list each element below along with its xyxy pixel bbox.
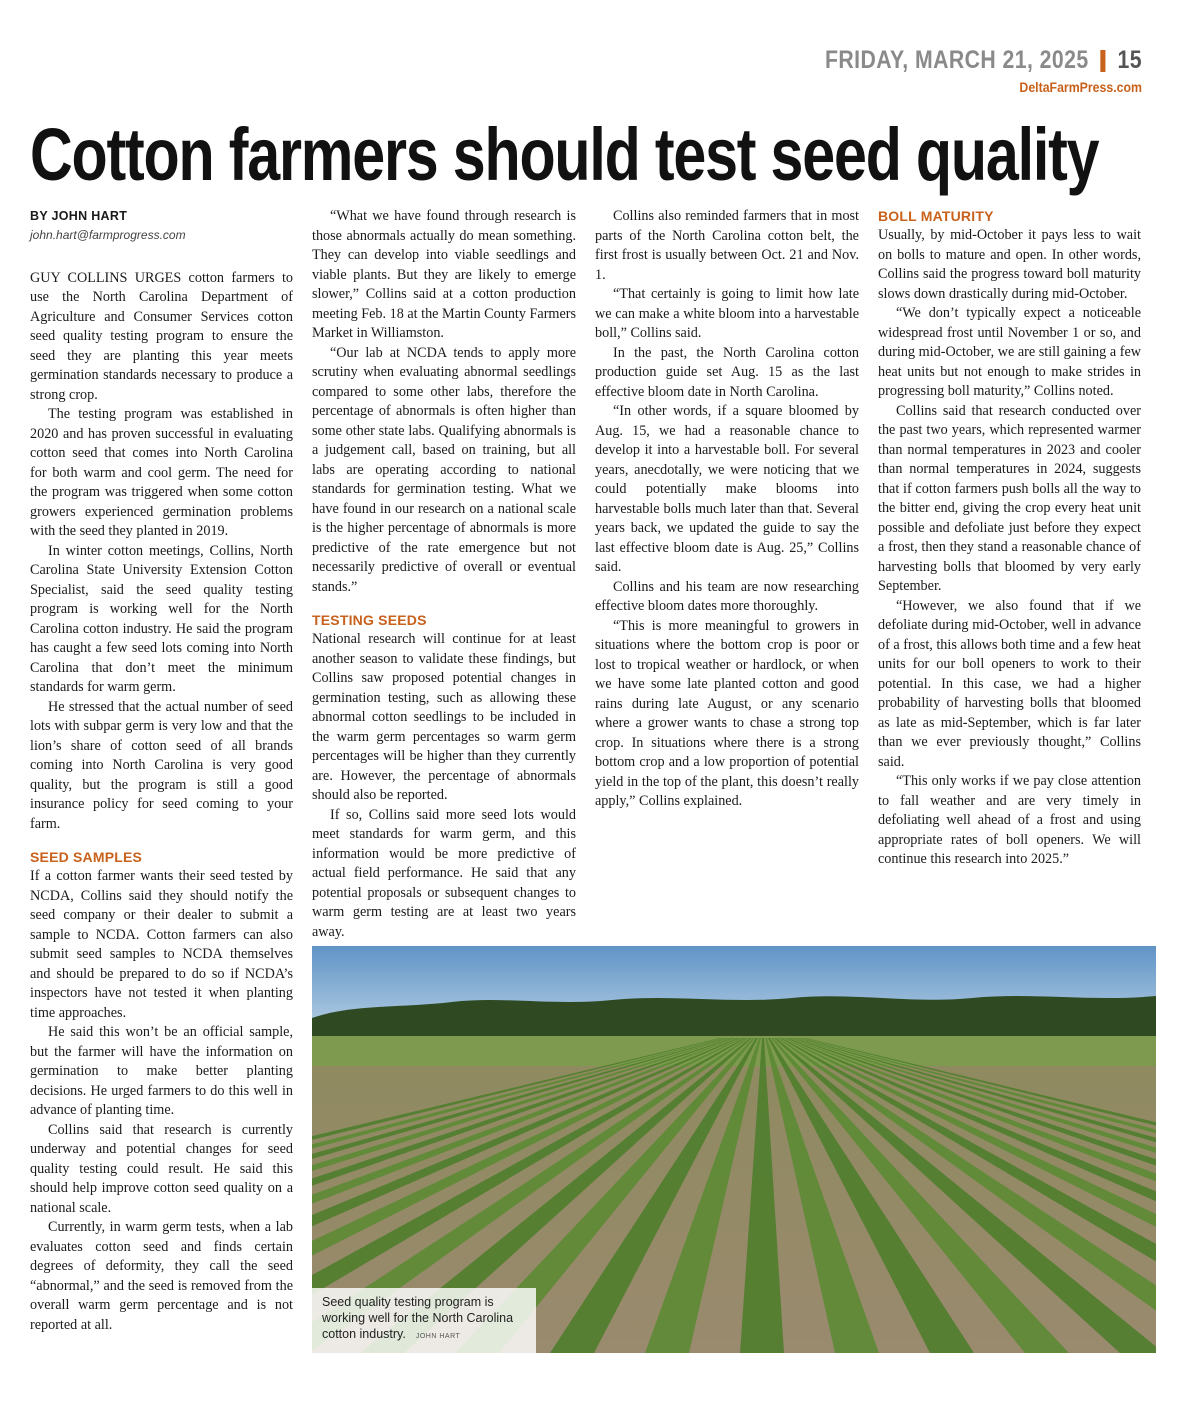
column-4: [878, 207, 1141, 870]
paragraph: “Our lab at NCDA tends to apply more scrutiny when evaluating abnormal seedlings compared to some other labs, therefore the percentage of abnormals is often higher than some other state labs. Qualifying abnormals is a judgement call, based on training, but all labs are operating according to national standards for germination testing. What we have found in our research on a national scale is the higher percentage of abnormals is more predictive of the rate emergence but not necessarily predictive of overall or eventual stands.”: [312, 344, 576, 595]
paragraph: Currently, in warm germ tests, when a lab evaluates cotton seed and finds certain degrees of deformity, they call the seed “abnormal,” and the seed is removed from the overall warm germ percentage and is not reported at all.: [30, 1219, 293, 1333]
paragraph: “This only works if we pay close attention to fall weather and are very timely in defoliating well ahead of a frost and using appropriate rates of boll openers. We will continue this research into 2025.”: [878, 773, 1141, 867]
separator-bar: [1101, 50, 1106, 72]
paragraph: “However, we also found that if we defoliate during mid-October, well in advance of a frost, this allows both time and a few heat units for our boll openers to work to their potential. In this case, we had a higher probability of harvesting bolls that bloomed as late as mid-September, which is far later than we ever previously thought,” Collins said.: [878, 597, 1141, 770]
paragraph: If a cotton farmer wants their seed tested by NCDA, Collins said they should notify the seed company or their dealer to submit a sample to NCDA. Cotton farmers can also submit seed samples to NCDA themselves and should be prepared to do so if NCDA’s inspectors have not tested it when planting time approaches.: [30, 868, 293, 1021]
photo-caption: [312, 1288, 536, 1353]
cotton-field-photo: [312, 946, 1156, 1353]
paragraph: He said this won’t be an official sample, but the farmer will have the information on germination to make better planting decisions. He urged farmers to do this well in advance of planting time.: [30, 1024, 293, 1118]
paragraph: Collins and his team are now researching effective bloom dates more thoroughly.: [595, 578, 859, 614]
paragraph: Collins also reminded farmers that in most parts of the North Carolina cotton belt, the first frost is usually between Oct. 21 and Nov. 1.: [595, 208, 859, 283]
paragraph: Collins said that research is currently underway and potential changes for seed quality testing could result. He said this should help improve cotton seed quality on a national scale.: [30, 1121, 293, 1216]
column-2: [312, 207, 576, 942]
website-link[interactable]: DeltaFarmPress.com: [1019, 79, 1142, 95]
paragraph: “We don’t typically expect a noticeable widespread frost until November 1 or so, and during mid-October, we are still gaining a few heat units but not enough to make strides in progressing boll maturity,” Collins noted.: [878, 305, 1141, 399]
paragraph: “What we have found through research is those abnormals actually do mean something. They can develop into viable seedlings and viable plants. But they are likely to emerge slower,” Collins said at a cotton production meeting Feb. 18 at the Martin County Farmers Market in Williamston.: [312, 208, 576, 341]
masthead: [769, 46, 1142, 95]
subhead-seed-samples: SEED SAMPLES: [30, 849, 143, 865]
paragraph: Collins said that research conducted over the past two years, which represented warmer than normal temperatures in 2023 and cooler than normal temperatures in 2024, suggests that if cotton farmers push bolls all the way to the bitter end, giving the crop every heat unit possible and defoliate just before they expect a frost, then they stand a reasonable chance of harvesting bolls that bloomed by very early September.: [878, 402, 1141, 594]
subhead-testing-seeds: TESTING SEEDS: [312, 612, 427, 628]
photo-credit: JOHN HART: [415, 1333, 461, 1340]
subhead-boll-maturity: BOLL MATURITY: [878, 208, 994, 224]
paragraph: He stressed that the actual number of seed lots with subpar germ is very low and that the lion’s share of cotton seed of all brands coming into North Carolina is very good quality, but the program is still a good insurance policy for seed coming to your farm.: [30, 698, 293, 832]
paragraph: “In other words, if a square bloomed by Aug. 15, we had a reasonable chance to develop it into a harvestable boll. For several years, anecdotally, we were noticing that we could potentially make blooms into harvestable bolls much later than that. Several years back, we updated the guide to say the last effective bloom date is Aug. 25,” Collins said.: [595, 403, 859, 575]
paragraph: National research will continue for at least another season to validate these findings, but Collins saw proposed potential changes in germination testing, such as allowing these abnormal cotton seedlings to be included in the warm germ percentages so warm germ percentages will be higher than they currently are. However, the percentage of abnormals should also be reported.: [312, 631, 576, 803]
headline: Cotton farmers should test seed quality: [30, 113, 1099, 196]
page-number: 15: [1117, 46, 1142, 74]
paragraph: “This is more meaningful to growers in situations where the bottom crop is poor or lost to tropical weather or hardlock, or when we have some late planted cotton and good rains during late August, or any scenario where a grower wants to chase a strong top crop. In situations where there is a strong bottom crop and a low proportion of potential yield in the top of the plant, this doesn’t really apply,” Collins explained.: [595, 617, 859, 809]
paragraph: If so, Collins said more seed lots would meet standards for warm germ, and this information would be more predictive of actual field performance. He said that any potential proposals or subsequent changes to warm germ testing are at least two years away.: [312, 806, 576, 940]
dateline: [825, 46, 1142, 75]
paragraph: In the past, the North Carolina cotton production guide set Aug. 15 as the last effective bloom date in North Carolina.: [595, 344, 859, 400]
paragraph: GUY COLLINS URGES cotton farmers to use the North Carolina Department of Agriculture and Consumer Services cotton seed quality testing program to ensure the seed they are planting this year meets germination standards necessary to produce a strong crop.: [30, 269, 293, 403]
column-1: [30, 207, 293, 1335]
paragraph: The testing program was established in 2020 and has proven successful in evaluating cotton seed that comes into North Carolina for both warm and cool germ. The need for the program was triggered when some cotton growers experienced germination problems with the seed they planted in 2019.: [30, 406, 293, 539]
caption-text: Seed quality testing program is working well for the North Carolina cotton industry.: [322, 1295, 514, 1341]
issue-date: FRIDAY, MARCH 21, 2025: [824, 46, 1089, 74]
paragraph: Usually, by mid-October it pays less to wait on bolls to mature and open. In other words, Collins said the progress toward boll maturity slows down drastically during mid-October.: [878, 227, 1141, 302]
byline: BY JOHN HART: [30, 209, 128, 223]
paragraph: “That certainly is going to limit how late we can make a white bloom into a harvestable boll,” Collins said.: [595, 286, 859, 341]
paragraph: In winter cotton meetings, Collins, North Carolina State University Extension Cotton Specialist, said the seed quality testing program is working well for the North Carolina cotton industry. He said the program has caught a few seed lots coming into North Carolina that don’t meet the minimum standards for warm germ.: [30, 542, 293, 695]
author-email[interactable]: john.hart@farmprogress.com: [30, 227, 186, 242]
column-3: [595, 207, 859, 812]
